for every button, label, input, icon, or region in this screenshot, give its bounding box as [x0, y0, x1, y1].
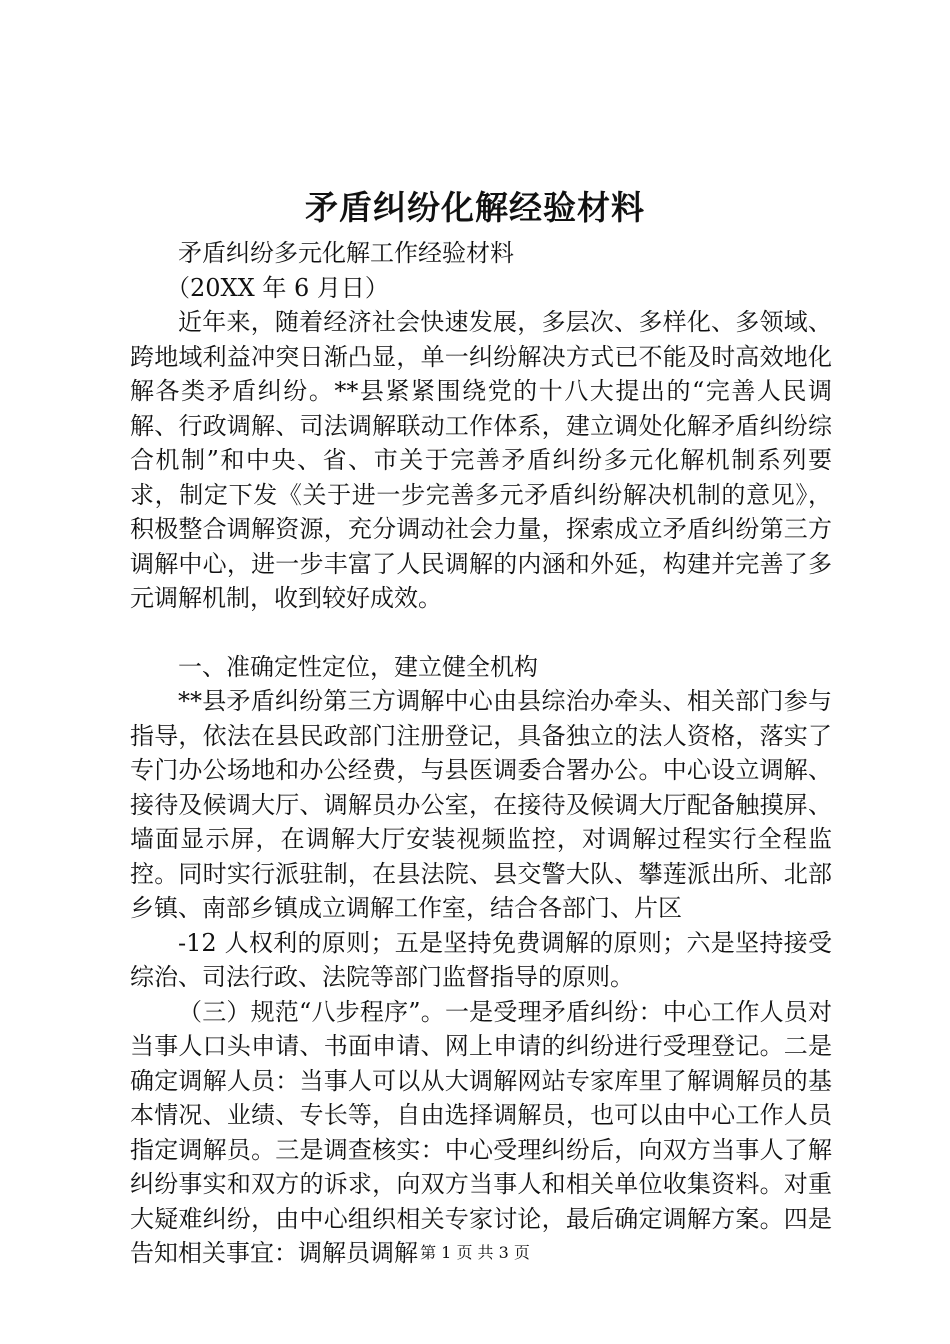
document-date: （20XX 年 6 月日） [166, 273, 389, 302]
document-body [130, 236, 832, 1271]
section-heading: 一、准确定性定位，建立健全机构 [178, 652, 538, 681]
paragraph-principles: -12 人权利的原则；五是坚持免费调解的原则；六是坚持接受综治、司法行政、法院等部门监督指导的原则。 [130, 928, 832, 991]
document-title: 矛盾纠纷化解经验材料 [305, 188, 645, 227]
page-footer: 第 1 页 共 3 页 [420, 1243, 530, 1262]
paragraph-gap [130, 616, 832, 650]
paragraph-intro: 近年来，随着经济社会快速发展，多层次、多样化、多领域、跨地域利益冲突日渐凸显，单一纠纷解决方式已不能及时高效地化解各类矛盾纠纷。**县紧紧围绕党的十八大提出的“完善人民调解、行政调解、司法调解联动工作体系，建立调处化解矛盾纠纷综合机制”和中央、省、市关于完善矛盾纠纷多元化解机制系列要求，制定下发《关于进一步完善多元矛盾纠纷解决机制的意见》，积极整合调解资源，充分调动社会力量，探索成立矛盾纠纷第三方调解中心，进一步丰富了人民调解的内涵和外延，构建并完善了多元调解机制，收到较好成效。 [130, 308, 832, 612]
paragraph-section-1: **县矛盾纠纷第三方调解中心由县综治办牵头、相关部门参与指导，依法在县民政部门注册登记，具备独立的法人资格，落实了专门办公场地和办公经费，与县医调委合署办公。中心设立调解、接待及候调大厅、调解员办公室，在接待及候调大厅配备触摸屏、墙面显示屏，在调解大厅安装视频监控，对调解过程实行全程监控。同时实行派驻制，在县法院、县交警大队、攀莲派出所、北部乡镇、南部乡镇成立调解工作室，结合各部门、片区 [130, 687, 832, 922]
paragraph-procedure: （三）规范“八步程序”。一是受理矛盾纠纷：中心工作人员对当事人口头申请、书面申请、网上申请的纠纷进行受理登记。二是确定调解人员：当事人可以从大调解网站专家库里了解调解员的基本情况、业绩、专长等，自由选择调解员，也可以由中心工作人员指定调解员。三是调查核实：中心受理纠纷后，向双方当事人了解纠纷事实和双方的诉求，向双方当事人和相关单位收集资料。对重大疑难纠纷，由中心组织相关专家讨论，最后确定调解方案。四是告知相关事宜：调解员调解 [130, 997, 832, 1267]
subtitle: 矛盾纠纷多元化解工作经验材料 [178, 239, 514, 267]
